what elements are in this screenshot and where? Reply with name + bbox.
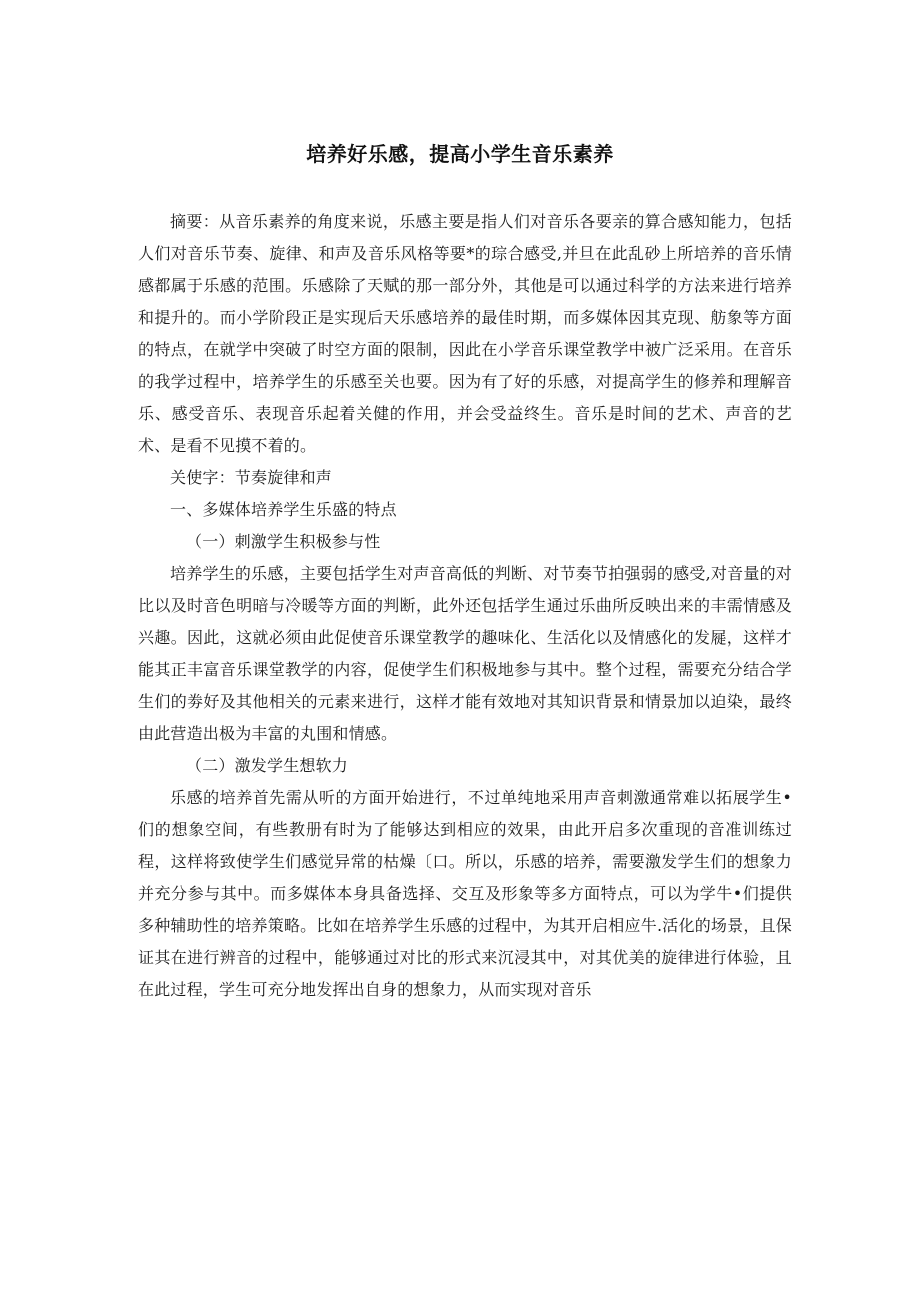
subsection-heading-1: （一）刺激学生积极参与性	[186, 532, 381, 551]
subsection-1-paragraph: 培养学生的乐感，主要包括学生对声音高低的判断、对节奏节拍强弱的感受,对音量的对比以及时音色明暗与冷暖等方面的判断，此外还包括学生通过乐曲所反映出来的丰需情感及兴趣。因此，这就必须由此促使音乐课堂教学的趣味化、生活化以及情感化的发屣，这样才能其正丰富音乐课堂教学的内容，促使学生们积极地参与其中。整个过程，需要充分结合学生们的劵好及其他相关的元素来进行，这样才能有效地对其知识背景和情景加以迫染，最终由此营造出极为丰富的丸围和情感。	[138, 564, 792, 743]
subsection-heading-2: （二）激发学生想软力	[186, 756, 349, 775]
keywords-line: 关使字：节奏旋律和声	[170, 468, 333, 487]
section-heading-1: 一、多媒体培养学生乐盛的特点	[170, 500, 397, 519]
document-body	[138, 206, 792, 1006]
subsection-2-paragraph: 乐感的培养首先需从听的方面开始进行，不过单纯地采用声音刺激通常难以拓展学生•们的想象空间，有些教册有时为了能够达到相应的效果，由此开启多次重现的音准训练过程，这样将致使学生们感觉异常的枯燥〔口。所以，乐感的培养，需要激发学生们的想象力并充分参与其中。而多媒体本身具备选择、交互及形象等多方面特点，可以为学牛•们提供多种辅助性的培养策略。比如在培养学生乐感的过程中，为其开启相应牛.活化的场景，且保证其在进行辨音的过程中，能够通过对比的形式来沉浸其中，对其优美的旋律进行体验，且在此过程，学生可充分地发挥出自身的想象力，从而实现对音乐	[138, 788, 792, 999]
abstract-paragraph: 摘要：从音乐素养的角度来说，乐感主要是指人们对音乐各要亲的算合感知能力，包括人们对音乐节奏、旋律、和声及音乐风格等要*的琮合感受,并旦在此乱砂上所培养的音乐情感都属于乐感的范围。乐感除了天赋的那一部分外，其他是可以通过科学的方法来进行培养和提升的。而小学阶段正是实现后天乐感培养的最佳时期，而多媒体因其克现、舫象等方面的特点，在就学中突破了时空方面的限制，因此在小学音乐课堂教学中被广泛采用。在音乐的我学过程中，培养学生的乐感至关也要。因为有了好的乐感，对提高学生的修养和理解音乐、感受音乐、表现音乐起着关健的作用，并会受益终生。音乐是时间的艺术、声音的艺术、是看不见摸不着的。	[138, 212, 792, 455]
document-title: 培养好乐感，提高小学生音乐素养	[306, 142, 614, 166]
